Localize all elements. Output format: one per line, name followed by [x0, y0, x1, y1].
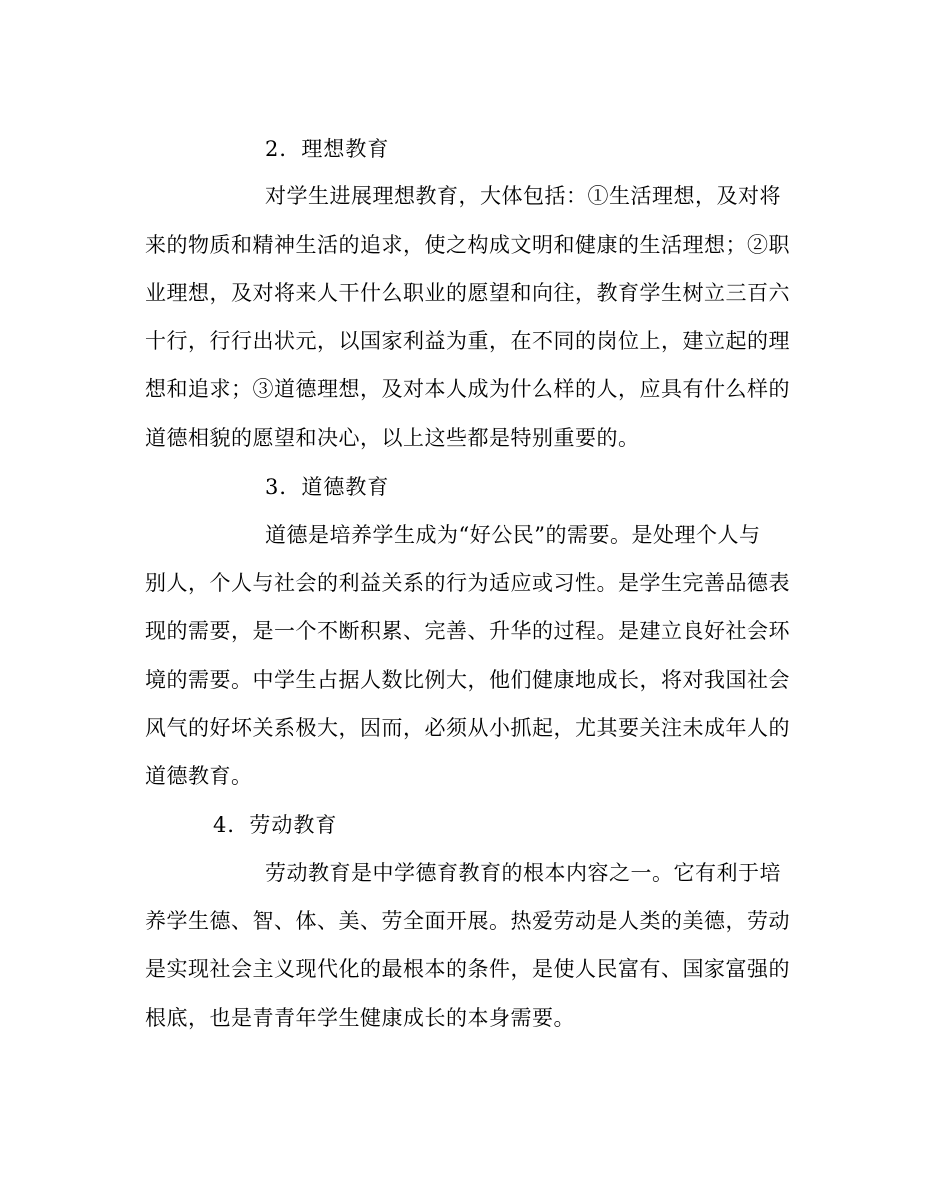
paragraph-line: 道德相貌的愿望和决心，以上这些都是特别重要的。 — [145, 426, 640, 450]
paragraph-line: 劳动教育是中学德育教育的根本内容之一。它有利于培 — [265, 861, 781, 885]
section-heading: 4．劳动教育 — [213, 813, 338, 837]
paragraph-line: 道德教育。 — [145, 764, 253, 788]
paragraph-line: 想和追求；③道德理想，及对本人成为什么样的人，应具有什么样的 — [145, 377, 790, 401]
paragraph-line: 境的需要。中学生占据人数比例大，他们健康地成长，将对我国社会 — [145, 668, 790, 692]
paragraph-line: 十行，行行出状元，以国家利益为重，在不同的岗位上，建立起的理 — [145, 329, 790, 353]
paragraph-line: 根底，也是青青年学生健康成长的本身需要。 — [145, 1006, 575, 1030]
paragraph-line: 业理想，及对将来人干什么职业的愿望和向往，教育学生树立三百六 — [145, 281, 790, 305]
paragraph-line: 道德是培养学生成为“好公民”的需要。是处理个人与 — [265, 523, 761, 547]
paragraph-line: 是实现社会主义现代化的最根本的条件，是使人民富有、国家富强的 — [145, 957, 790, 981]
section-heading: 2．理想教育 — [265, 137, 390, 161]
section-heading: 3．道德教育 — [265, 475, 390, 499]
paragraph-line: 来的物质和精神生活的追求，使之构成文明和健康的生活理想；②职 — [145, 233, 790, 257]
paragraph-line: 别人，个人与社会的利益关系的行为适应或习性。是学生完善品德表 — [145, 571, 790, 595]
paragraph-line: 对学生进展理想教育，大体包括：①生活理想，及对将 — [265, 184, 781, 208]
paragraph-line: 现的需要，是一个不断积累、完善、升华的过程。是建立良好社会环 — [145, 619, 790, 643]
paragraph-line: 养学生德、智、体、美、劳全面开展。热爱劳动是人类的美德，劳动 — [145, 909, 790, 933]
paragraph-line: 风气的好坏关系极大，因而，必须从小抓起，尤其要关注未成年人的 — [145, 716, 790, 740]
